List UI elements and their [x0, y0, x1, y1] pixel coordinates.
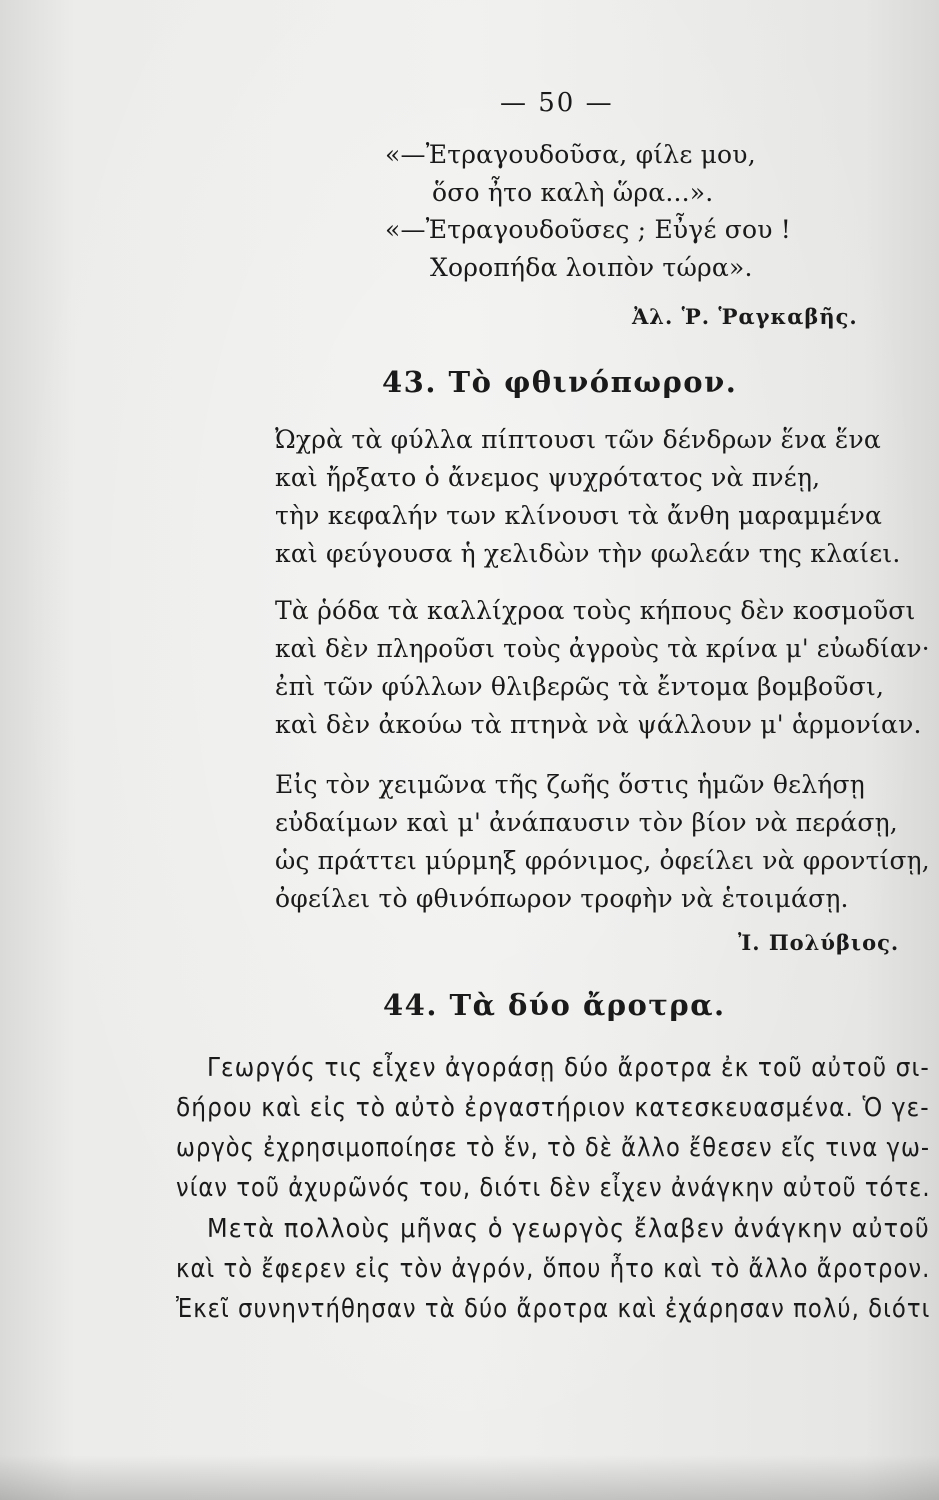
- section-heading: 44. Τὰ δύο ἄροτρα.: [383, 988, 726, 1022]
- poem-line: τὴν κεφαλήν των κλίνουσι τὰ ἄνθη μαραμμένα: [275, 501, 883, 530]
- poem-line: καὶ δὲν πληροῦσι τοὺς ἀγροὺς τὰ κρίνα μ' εὐωδίαν·: [275, 634, 930, 663]
- poem-line: καὶ ἤρξατο ὁ ἄνεμος ψυχρότατος νὰ πνέῃ,: [275, 463, 821, 492]
- paragraph-line: Ἐκεῖ συνηντήθησαν τὰ δύο ἄροτρα καὶ ἐχάρησαν πολύ, διότι: [176, 1294, 931, 1324]
- paragraph-line: Μετὰ πολλοὺς μῆνας ὁ γεωργὸς ἔλαβεν ἀνάγκην αὐτοῦ: [207, 1214, 930, 1244]
- page-number: — 50 —: [500, 88, 614, 118]
- poem-line: ἐπὶ τῶν φύλλων θλιβερῶς τὰ ἔντομα βομβοῦσι,: [275, 672, 885, 701]
- paragraph-line: δήρου καὶ εἰς τὸ αὐτὸ ἐργαστήριον κατεσκευασμένα. Ὁ γε-: [176, 1093, 930, 1123]
- poem-line: Τὰ ῥόδα τὰ καλλίχροα τοὺς κήπους δὲν κοσμοῦσι: [275, 596, 916, 625]
- poem-line: Ὠχρὰ τὰ φύλλα πίπτουσι τῶν δένδρων ἕνα ἕνα: [275, 425, 882, 454]
- paragraph-line: Γεωργός τις εἶχεν ἀγοράσῃ δύο ἄροτρα ἐκ τοῦ αὐτοῦ σι-: [207, 1053, 930, 1083]
- poem-line: Χοροπήδα λοιπὸν τώρα».: [430, 253, 753, 282]
- section-heading: 43. Τὸ φθινόπωρον.: [382, 365, 738, 399]
- poem-line: καὶ φεύγουσα ἡ χελιδὼν τὴν φωλεάν της κλαίει.: [275, 539, 901, 568]
- poem-line: Εἰς τὸν χειμῶνα τῆς ζωῆς ὅστις ἡμῶν θελήσῃ: [275, 770, 865, 799]
- author-attribution: Ἀλ. Ῥ. Ῥαγκαβῆς.: [632, 304, 858, 329]
- author-attribution: Ἰ. Πολύβιος.: [738, 930, 900, 955]
- poem-line: «—Ἐτραγουδοῦσα, φίλε μου,: [385, 140, 756, 169]
- poem-line: ὅσο ἦτο καλὴ ὥρα...».: [432, 178, 714, 207]
- paragraph-line: ωργὸς ἐχρησιμοποίησε τὸ ἕν, τὸ δὲ ἄλλο ἔθεσεν εἴς τινα γω-: [176, 1133, 931, 1163]
- poem-line: ὀφείλει τὸ φθινόπωρον τροφὴν νὰ ἑτοιμάσῃ.: [275, 884, 849, 913]
- poem-line: ὡς πράττει μύρμηξ φρόνιμος, ὀφείλει νὰ φροντίσῃ,: [275, 846, 930, 875]
- poem-line: καὶ δὲν ἀκούω τὰ πτηνὰ νὰ ψάλλουν μ' ἁρμονίαν.: [275, 710, 922, 739]
- poem-line: «—Ἐτραγουδοῦσες ; Εὖγέ σου !: [385, 215, 792, 244]
- page-edge-shadow: [0, 1455, 939, 1500]
- poem-line: εὐδαίμων καὶ μ' ἀνάπαυσιν τὸν βίον νὰ περάσῃ,: [275, 808, 898, 837]
- paragraph-line: νίαν τοῦ ἀχυρῶνός του, διότι δὲν εἶχεν ἀνάγκην αὐτοῦ τότε.: [176, 1173, 931, 1203]
- paragraph-line: καὶ τὸ ἔφερεν εἰς τὸν ἀγρόν, ὅπου ἦτο καὶ τὸ ἄλλο ἄροτρον.: [176, 1254, 931, 1284]
